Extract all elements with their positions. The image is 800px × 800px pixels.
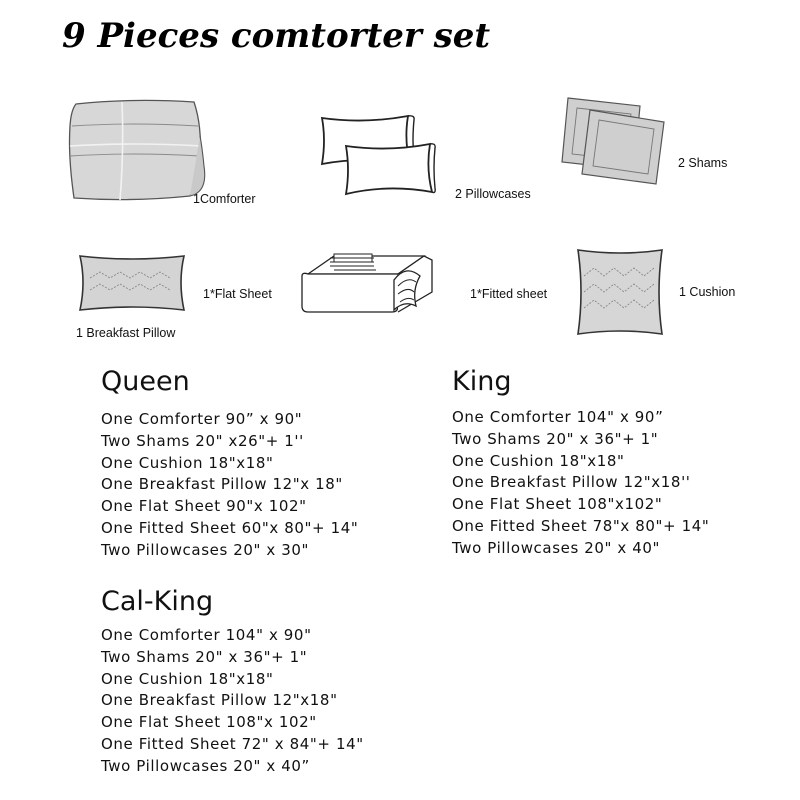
list-item: Two Pillowcases 20" x 30" xyxy=(101,540,310,559)
cushion-icon xyxy=(574,246,666,338)
breakfast-pillow-icon xyxy=(74,252,190,314)
list-item: One Comforter 104" x 90” xyxy=(452,408,664,426)
list-item: One Breakfast Pillow 12"x18'' xyxy=(452,473,691,492)
king-list xyxy=(452,407,709,560)
list-item: One Cushion 18"x18" xyxy=(101,669,274,688)
fitted-sheet-label: 1*Fitted sheet xyxy=(470,287,548,301)
sheets-icon xyxy=(294,246,462,322)
list-item: One Fitted Sheet 72" x 84"+ 14" xyxy=(101,734,364,753)
list-item: One Cushion 18"x18" xyxy=(101,453,274,472)
list-item: One Fitted Sheet 60"x 80"+ 14" xyxy=(101,518,359,537)
page-title: 9 Pieces comtorter set xyxy=(62,16,491,56)
list-item: Two Pillowcases 20" x 40” xyxy=(101,756,310,775)
list-item: One Flat Sheet 108"x 102" xyxy=(101,713,317,732)
comforter-icon xyxy=(62,96,212,208)
flat-sheet-label: 1*Flat Sheet xyxy=(203,287,272,301)
shams-label: 2 Shams xyxy=(678,156,728,170)
queen-heading: Queen xyxy=(101,366,190,397)
king-heading: King xyxy=(452,366,512,397)
list-item: Two Shams 20" x 36"+ 1" xyxy=(101,647,308,666)
list-item: One Breakfast Pillow 12"x18" xyxy=(101,691,338,710)
comforter-label: 1Comforter xyxy=(193,192,256,206)
list-item: Two Shams 20" x26"+ 1'' xyxy=(101,431,304,450)
list-item: One Comforter 90” x 90" xyxy=(101,410,303,428)
list-item: One Comforter 104" x 90" xyxy=(101,626,312,644)
pillowcases-icon xyxy=(316,112,436,202)
list-item: One Flat Sheet 108"x102" xyxy=(452,495,663,514)
cushion-label: 1 Cushion xyxy=(679,285,736,299)
breakfast-pillow-label: 1 Breakfast Pillow xyxy=(76,326,176,340)
list-item: Two Pillowcases 20" x 40" xyxy=(452,538,661,557)
shams-icon xyxy=(560,94,672,186)
pillowcases-label: 2 Pillowcases xyxy=(455,187,531,201)
list-item: One Flat Sheet 90"x 102" xyxy=(101,497,307,516)
list-item: One Fitted Sheet 78"x 80"+ 14" xyxy=(452,516,710,535)
list-item: One Cushion 18"x18" xyxy=(452,451,625,470)
queen-list xyxy=(101,409,358,562)
list-item: One Breakfast Pillow 12"x 18" xyxy=(101,475,343,494)
list-item: Two Shams 20" x 36"+ 1" xyxy=(452,429,659,448)
cal-king-list xyxy=(101,625,364,778)
cal-king-heading: Cal-King xyxy=(101,586,214,617)
